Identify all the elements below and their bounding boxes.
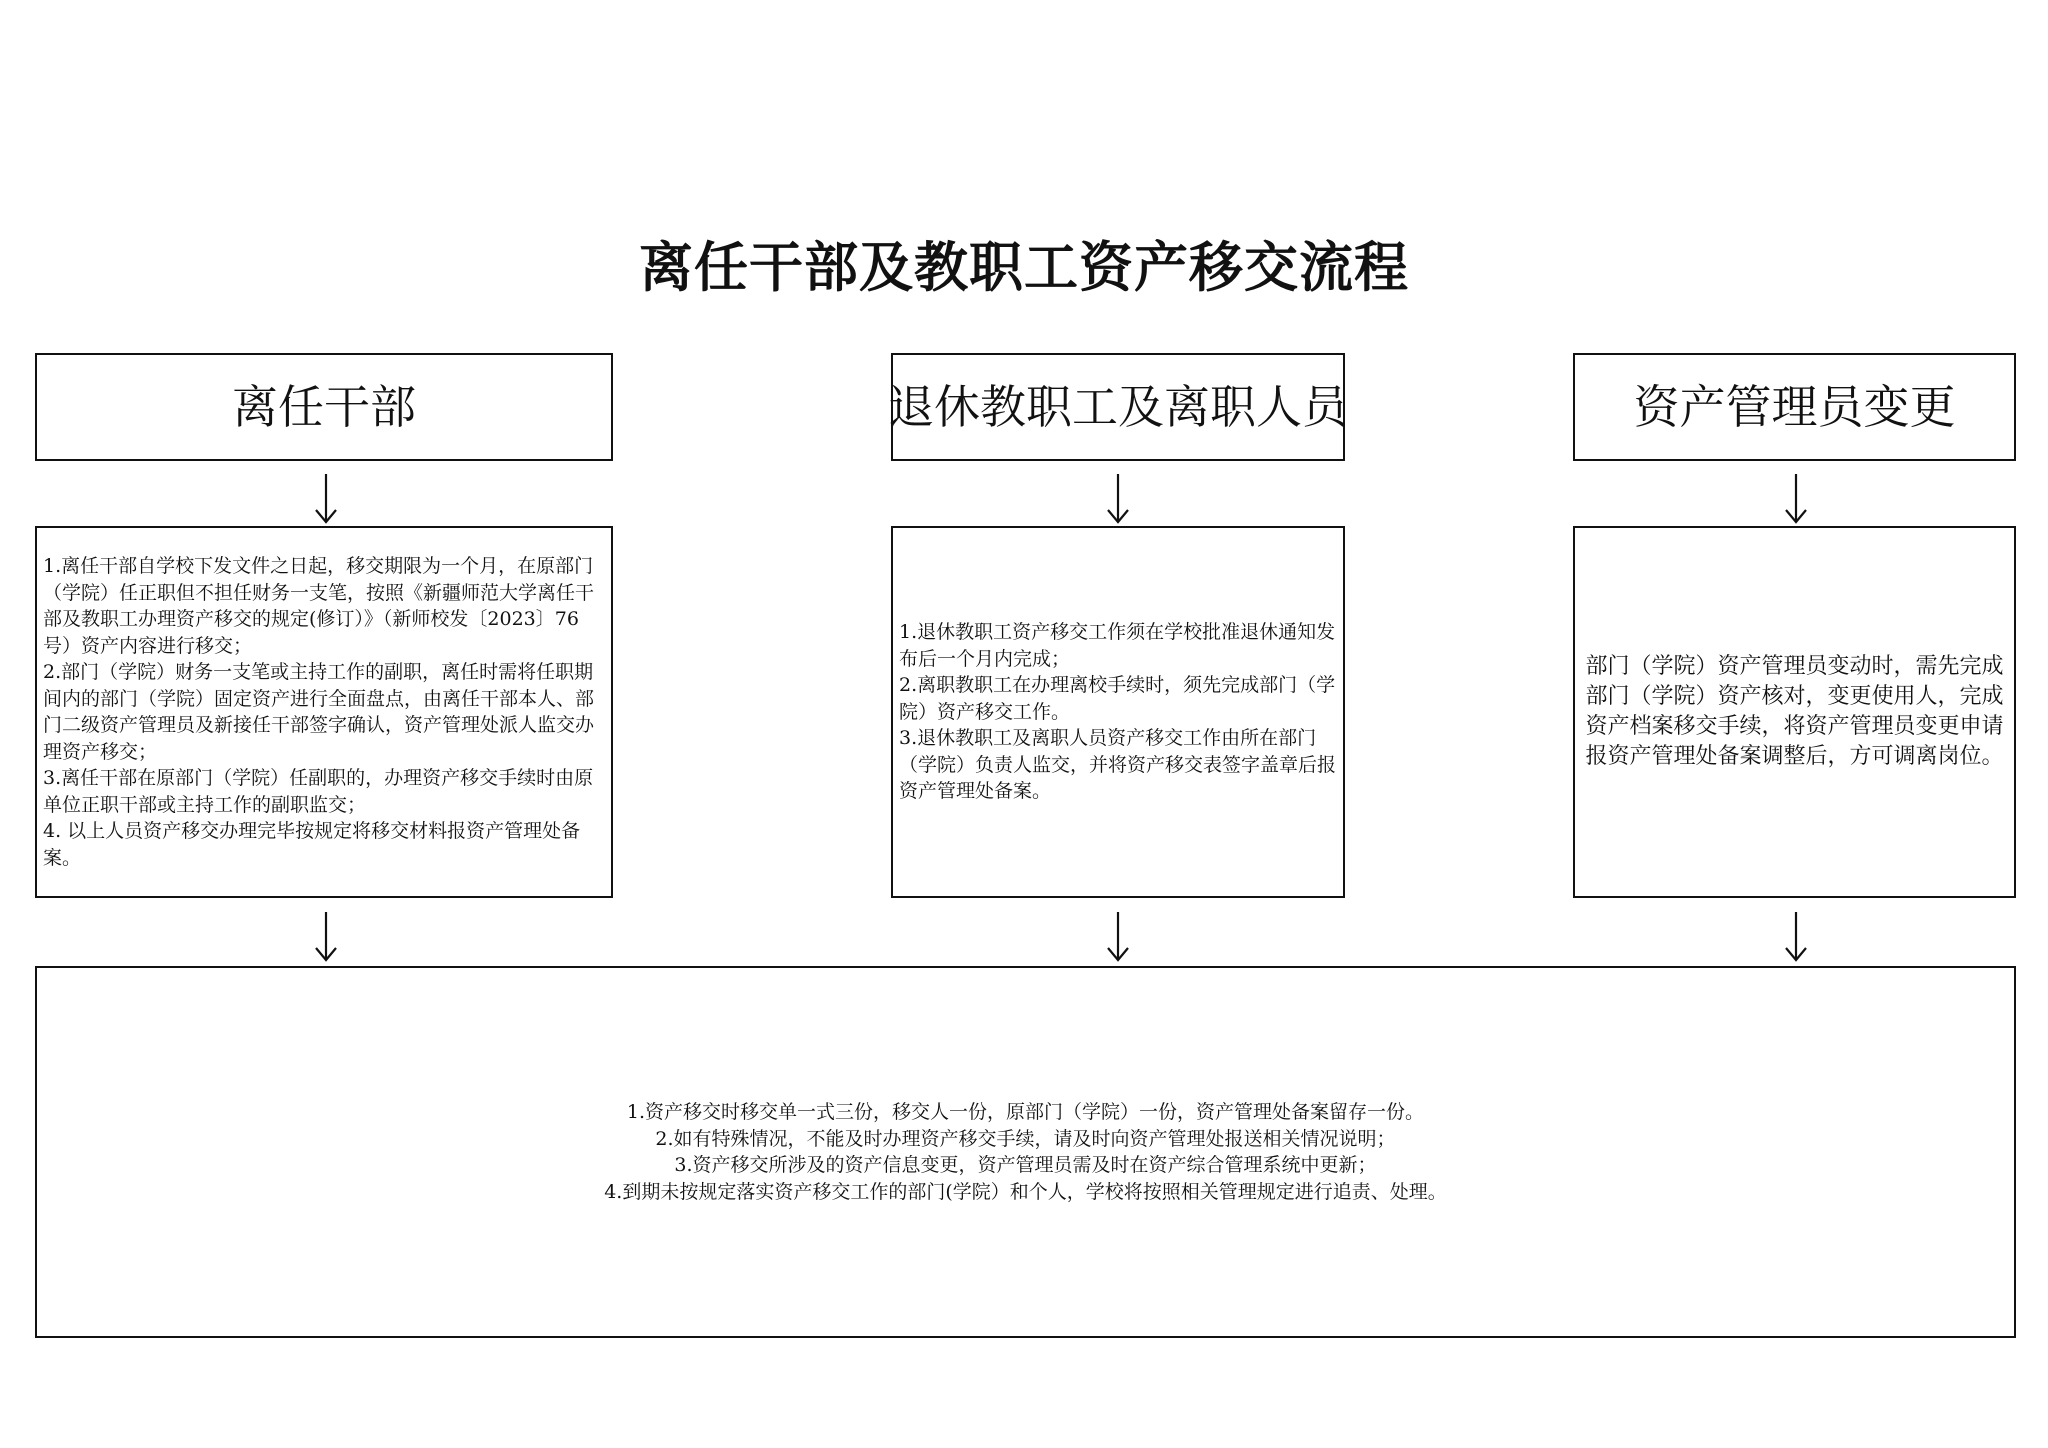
detail-item: 1.退休教职工资产移交工作须在学校批准退休通知发布后一个月内完成； [899,621,1336,670]
detail-box-departing-cadres [35,526,613,898]
page-title: 离任干部及教职工资产移交流程 [639,235,1409,299]
detail-item: 4. 以上人员资产移交办理完毕按规定将移交材料报资产管理处备案。 [43,820,581,869]
header-box-departing-cadres [35,353,613,461]
detail-text [37,553,611,871]
arrow-down-icon [314,912,338,962]
detail-item: 1.离任干部自学校下发文件之日起，移交期限为一个月，在原部门（学院）任正职但不担任财务一支笔，按照《新疆师范大学离任干部及教职工办理资产移交的规定(修订）》（新师校发〔2023〕76号）资产内容进行移交； [43,555,595,657]
summary-item: 3.资产移交所涉及的资产信息变更，资产管理员需及时在资产综合管理系统中更新； [674,1154,1377,1176]
header-label: 退休教职工及离职人员 [888,380,1348,434]
detail-item: 部门（学院）资产管理员变动时，需先完成部门（学院）资产核对，变更使用人，完成资产档案移交手续，将资产管理员变更申请报资产管理处备案调整后，方可调离岗位。 [1585,654,2004,769]
detail-item: 2.离职教职工在办理离校手续时，须先完成部门（学院）资产移交工作。 [899,674,1336,723]
summary-text [604,1099,1447,1205]
detail-box-retired-staff [891,526,1345,898]
header-label: 资产管理员变更 [1633,380,1956,434]
header-label: 离任干部 [232,380,416,434]
arrow-down-icon [1106,474,1130,524]
detail-text [1575,652,2014,772]
arrow-down-icon [314,474,338,524]
summary-box [35,966,2016,1338]
summary-item: 1.资产移交时移交单一式三份，移交人一份，原部门（学院）一份，资产管理处备案留存一份。 [626,1101,1425,1123]
detail-item: 3.退休教职工及离职人员资产移交工作由所在部门（学院）负责人监交，并将资产移交表签字盖章后报资产管理处备案。 [899,727,1337,803]
detail-box-asset-manager-change [1573,526,2016,898]
summary-item: 2.如有特殊情况，不能及时办理资产移交手续，请及时向资产管理处报送相关情况说明； [655,1127,1396,1150]
arrow-down-icon [1784,912,1808,962]
header-box-retired-staff [888,353,1348,461]
header-box-asset-manager-change [1573,353,2016,461]
arrow-down-icon [1784,474,1808,524]
arrow-down-icon [1106,912,1130,962]
detail-text [893,619,1343,805]
detail-item: 2.部门（学院）财务一支笔或主持工作的副职，离任时需将任职期间内的部门（学院）固定资产进行全面盘点，由离任干部本人、部门二级资产管理员及新接任干部签字确认，资产管理处派人监交办理资产移交； [43,661,595,763]
detail-item: 3.离任干部在原部门（学院）任副职的，办理资产移交手续时由原单位正职干部或主持工作的副职监交； [43,767,594,816]
summary-item: 4.到期未按规定落实资产移交工作的部门(学院）和个人，学校将按照相关管理规定进行追责、处理。 [604,1180,1447,1203]
